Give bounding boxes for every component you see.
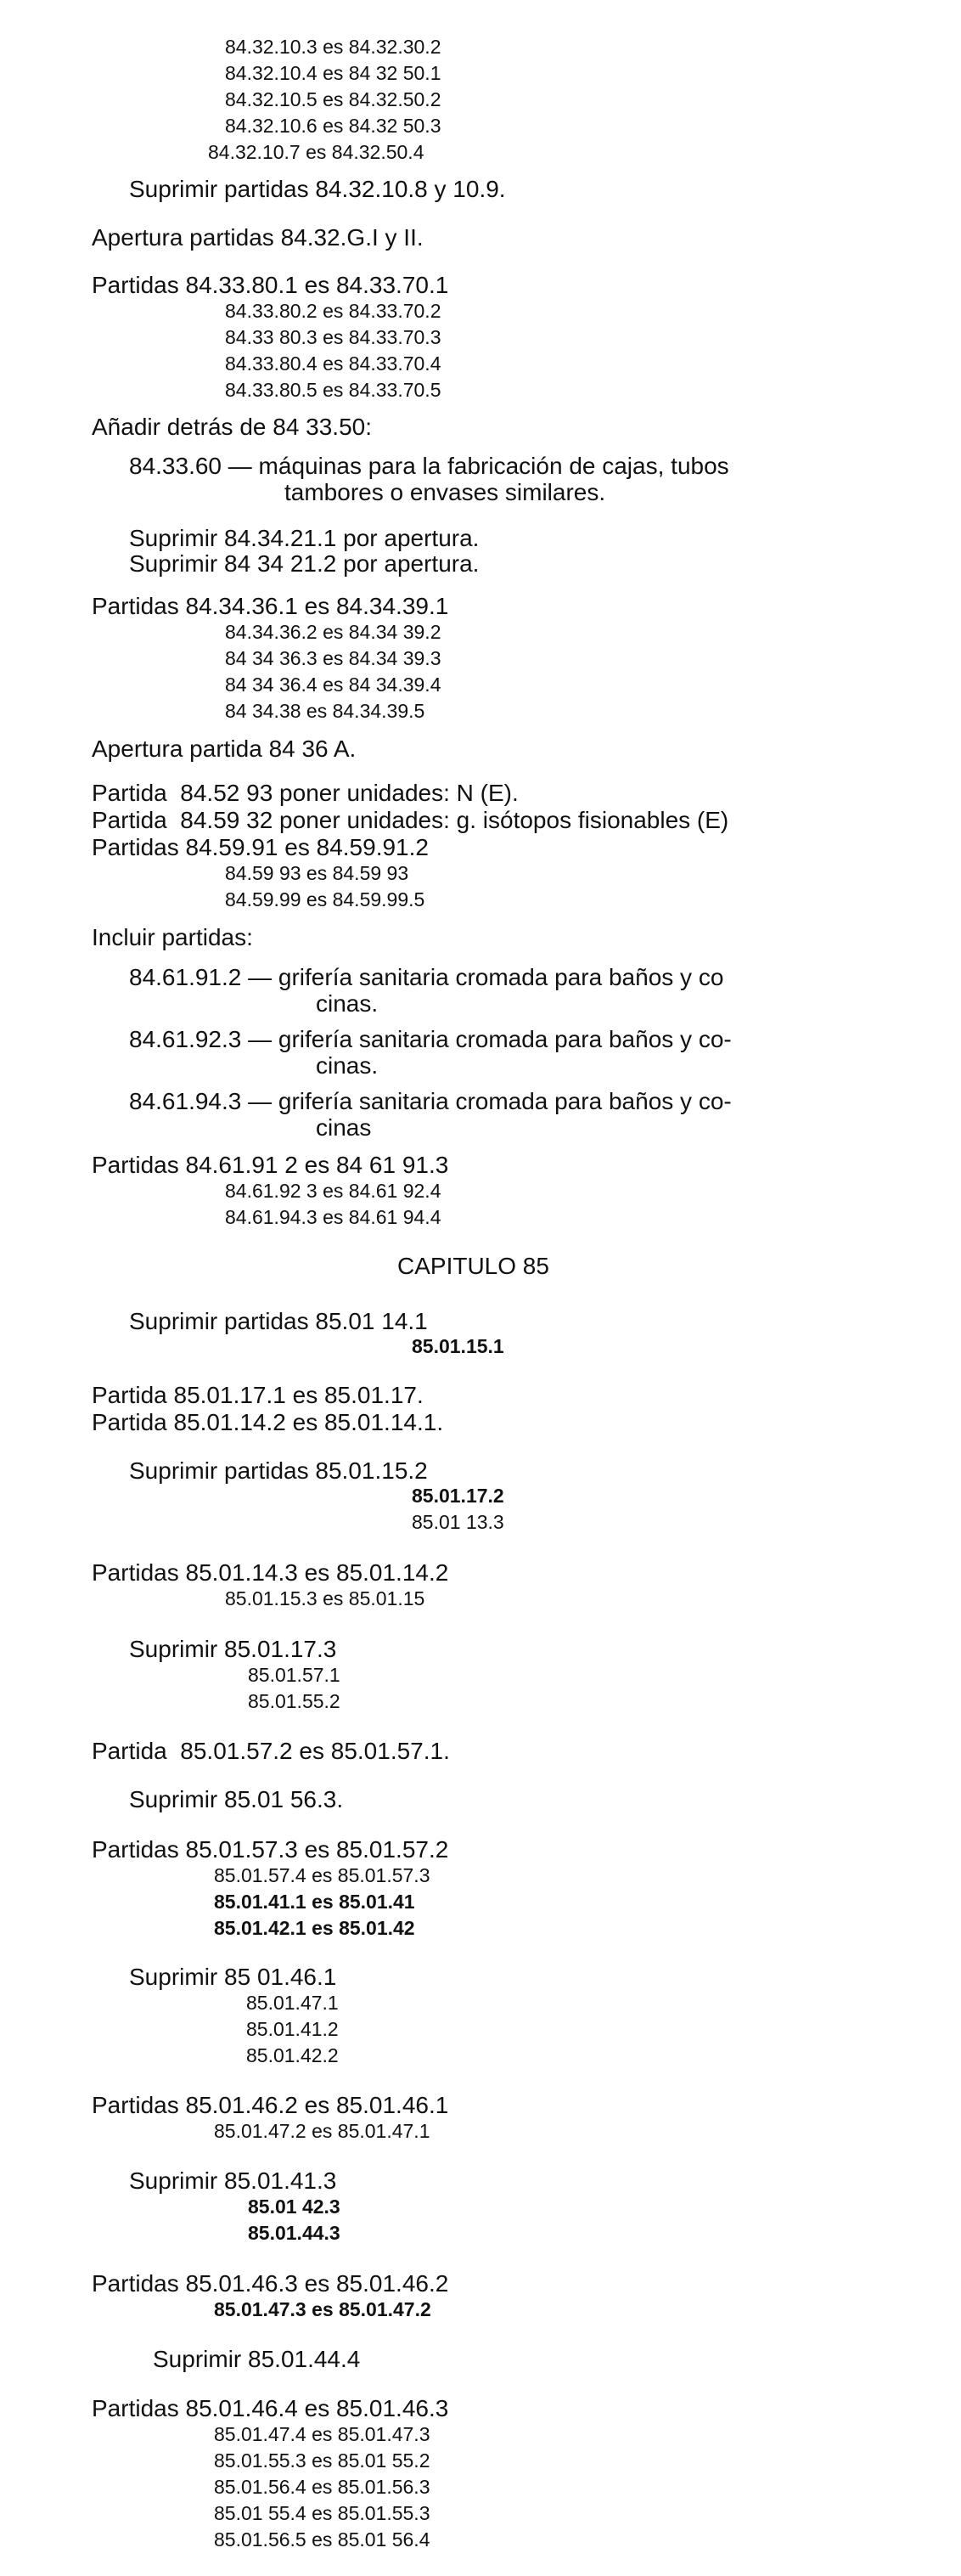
text-line: tambores o envases similares. (284, 479, 606, 505)
text-line: cinas (316, 1114, 372, 1141)
text-line: 84.32.10.5 es 84.32.50.2 (225, 88, 441, 110)
text-line: Partidas 85.01.46.3 es 85.01.46.2 (92, 2270, 449, 2297)
text-line: Suprimir 85.01.17.3 (129, 1636, 337, 1662)
text-line: Suprimir 85.01.44.4 (153, 2346, 361, 2372)
text-line: 84.33.80.4 es 84.33.70.4 (225, 352, 441, 375)
text-line: 85.01.42.2 (246, 2044, 339, 2066)
text-line: Añadir detrás de 84 33.50: (92, 414, 373, 440)
text-line: 85.01.57.1 (248, 1664, 340, 1686)
text-line: Partidas 85.01.46.4 es 85.01.46.3 (92, 2395, 449, 2421)
text-line: 85.01.41.2 (246, 2018, 339, 2040)
text-line: Partidas 85.01.46.2 es 85.01.46.1 (92, 2092, 449, 2118)
text-line: cinas. (316, 990, 379, 1017)
text-line: 85.01.42.1 es 85.01.42 (214, 1917, 415, 1939)
text-line: 84.61.91.2 — grifería sanitaria cromada para baños y co (129, 964, 724, 990)
text-line: 84 34 36.3 es 84.34 39.3 (225, 647, 441, 669)
text-line: 84.59 93 es 84.59 93 (225, 862, 409, 884)
text-line: Suprimir partidas 85.01 14.1 (129, 1308, 428, 1334)
text-line: 84.33.60 — máquinas para la fabricación de cajas, tubos (129, 453, 729, 479)
text-line: 85.01.55.3 es 85.01 55.2 (214, 2449, 430, 2472)
text-line: 85.01.47.1 (246, 1992, 339, 2014)
text-line: Suprimir 85.01 56.3. (129, 1786, 344, 1812)
text-line: 84.32.10.6 es 84.32 50.3 (225, 115, 441, 137)
text-line: Partidas 85.01.14.3 es 85.01.14.2 (92, 1559, 449, 1586)
text-line: 85.01.56.4 es 85.01.56.3 (214, 2476, 430, 2498)
text-line: Partida 85.01.14.2 es 85.01.14.1. (92, 1409, 444, 1435)
text-line: 84.32.10.4 es 84 32 50.1 (225, 62, 441, 84)
text-line: cinas. (316, 1052, 379, 1079)
text-line: Suprimir partidas 84.32.10.8 y 10.9. (129, 176, 506, 202)
text-line: Apertura partidas 84.32.G.I y II. (92, 224, 424, 251)
text-line: Partida 85.01.17.1 es 85.01.17. (92, 1382, 424, 1408)
text-line: 84.59.99 es 84.59.99.5 (225, 888, 425, 910)
text-line: 85.01 42.3 (248, 2196, 340, 2218)
text-line: 84.32.10.3 es 84.32.30.2 (225, 36, 441, 58)
text-line: 85.01.41.1 es 85.01.41 (214, 1891, 415, 1913)
text-line: 85.01.47.2 es 85.01.47.1 (214, 2120, 430, 2142)
text-line: 84.33 80.3 es 84.33.70.3 (225, 326, 441, 348)
text-line: 85.01.15.1 (412, 1335, 504, 1357)
text-line: 85.01.47.4 es 85.01.47.3 (214, 2423, 430, 2445)
text-line: 85.01.55.2 (248, 1690, 340, 1712)
text-line: Partida 84.59 32 poner unidades: g. isótopos fisionables (E) (92, 807, 729, 833)
text-line: 85.01.57.4 es 85.01.57.3 (214, 1864, 430, 1886)
text-line: 84.33.80.5 es 84.33.70.5 (225, 379, 441, 401)
text-line: 84 34.38 es 84.34.39.5 (225, 700, 425, 722)
text-line: 84.61.94.3 — grifería sanitaria cromada para baños y co- (129, 1088, 732, 1114)
text-line: Suprimir 85.01.41.3 (129, 2167, 337, 2194)
text-line: 84.33.80.2 es 84.33.70.2 (225, 300, 441, 322)
text-line: 84.61.92 3 es 84.61 92.4 (225, 1180, 441, 1202)
text-line: 85.01.44.3 (248, 2222, 340, 2244)
text-line: 85.01 13.3 (412, 1511, 504, 1533)
text-line: Suprimir 84 34 21.2 por apertura. (129, 550, 480, 577)
text-line: 85.01.56.5 es 85.01 56.4 (214, 2528, 430, 2551)
text-line: 85.01.17.2 (412, 1485, 504, 1507)
text-line: Partida 85.01.57.2 es 85.01.57.1. (92, 1738, 450, 1764)
text-line: 84.34.36.2 es 84.34 39.2 (225, 621, 441, 643)
text-line: Suprimir 84.34.21.1 por apertura. (129, 525, 480, 551)
chapter-heading: CAPITULO 85 (397, 1253, 549, 1279)
text-line: Suprimir 85 01.46.1 (129, 1964, 337, 1990)
text-line: 85.01.47.3 es 85.01.47.2 (214, 2298, 431, 2320)
text-line: Suprimir partidas 85.01.15.2 (129, 1457, 428, 1484)
text-line: Partidas 84.59.91 es 84.59.91.2 (92, 834, 429, 860)
text-line: Apertura partida 84 36 A. (92, 736, 357, 762)
text-line: 84 34 36.4 es 84 34.39.4 (225, 674, 441, 696)
text-line: Incluir partidas: (92, 924, 253, 950)
text-line: Partidas 84.61.91 2 es 84 61 91.3 (92, 1152, 449, 1178)
text-line: 84.61.92.3 — grifería sanitaria cromada para baños y co- (129, 1026, 732, 1052)
text-line: Partidas 84.33.80.1 es 84.33.70.1 (92, 272, 449, 298)
text-line: 85.01.15.3 es 85.01.15 (225, 1587, 425, 1609)
text-line: Partidas 84.34.36.1 es 84.34.39.1 (92, 593, 449, 619)
text-line: Partidas 85.01.57.3 es 85.01.57.2 (92, 1836, 449, 1863)
text-line: 84.32.10.7 es 84.32.50.4 (208, 141, 424, 163)
text-line: 85.01 55.4 es 85.01.55.3 (214, 2502, 430, 2524)
text-line: Partida 84.52 93 poner unidades: N (E). (92, 780, 519, 806)
text-line: 84.61.94.3 es 84.61 94.4 (225, 1206, 441, 1228)
